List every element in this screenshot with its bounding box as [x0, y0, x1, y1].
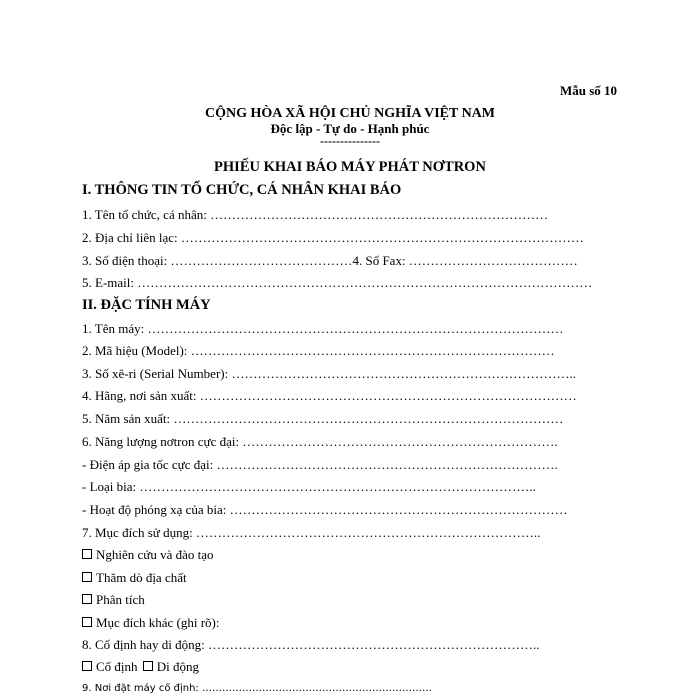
country-name: CỘNG HÒA XÃ HỘI CHỦ NGHĨA VIỆT NAM	[204, 106, 495, 121]
field-model: 2. Mã hiệu (Model): …………………………………………………………………………	[82, 343, 555, 358]
field-serial-number: 3. Số xê-ri (Serial Number): ……………………………………………………………………..	[82, 366, 576, 381]
mobility-mobile-label: Di động	[156, 659, 200, 674]
purpose-option-geology[interactable]: Thăm dò địa chất	[82, 570, 622, 586]
field-target-activity: - Hoạt độ phóng xạ của bia: ……………………………………………………………………	[82, 502, 568, 517]
field-purpose: 7. Mục đích sử dụng: ……………………………………………………………………..	[82, 525, 541, 540]
purpose-option-other[interactable]: Mục đích khác (ghi rõ):	[82, 615, 622, 631]
purpose-option-analysis[interactable]: Phân tích	[82, 592, 622, 608]
field-phone-fax: 3. Số điện thoại: ……………………………………4. Số Fax: …………………………………	[82, 253, 578, 268]
field-device-name: 1. Tên máy: ……………………………………………………………………………………	[82, 321, 564, 336]
checkbox-icon[interactable]	[82, 549, 92, 559]
form-title: PHIẾU KHAI BÁO MÁY PHÁT NƠTRON	[214, 159, 486, 175]
section-heading-organization: I. THÔNG TIN TỔ CHỨC, CÁ NHÂN KHAI BÁO	[82, 182, 402, 198]
field-address: 2. Địa chỉ liên lạc: …………………………………………………………………………………	[82, 230, 584, 245]
mobility-options	[82, 659, 622, 675]
checkbox-icon[interactable]	[82, 594, 92, 604]
field-fixed-location: 9. Nơi đặt máy cố định: ……………………………………………………………	[82, 683, 432, 694]
checkbox-icon[interactable]	[82, 572, 92, 582]
mobility-fixed-label: Cố định	[96, 659, 138, 674]
field-target-type: - Loại bia: ………………………………………………………………………………..	[82, 479, 536, 494]
field-mobility: 8. Cố định hay di động: …………………………………………………………………..	[82, 637, 540, 652]
checkbox-icon[interactable]	[82, 661, 92, 671]
header-separator: ---------------	[320, 134, 380, 148]
field-max-voltage: - Điện áp gia tốc cực đại: …………………………………………………………………….	[82, 457, 558, 472]
field-organization-name: 1. Tên tổ chức, cá nhân: ……………………………………………………………………	[82, 207, 549, 222]
national-motto: Độc lập - Tự do - Hạnh phúc	[270, 121, 430, 136]
field-manufacture-year: 5. Năm sản xuất: ………………………………………………………………………………	[82, 411, 564, 426]
section-heading-device: II. ĐẶC TÍNH MÁY	[82, 297, 211, 313]
field-max-neutron-energy: 6. Năng lượng nơtron cực đại: ……………………………………………………………….	[82, 434, 558, 449]
checkbox-icon[interactable]	[82, 617, 92, 627]
field-email: 5. E-mail: ……………………………………………………………………………………………	[82, 275, 593, 290]
checkbox-icon[interactable]	[143, 661, 153, 671]
purpose-option-research[interactable]: Nghiên cứu và đào tạo	[82, 547, 622, 563]
field-manufacturer: 4. Hãng, nơi sản xuất: ……………………………………………………………………………	[82, 388, 577, 403]
form-number: Mẫu số 10	[559, 83, 617, 98]
